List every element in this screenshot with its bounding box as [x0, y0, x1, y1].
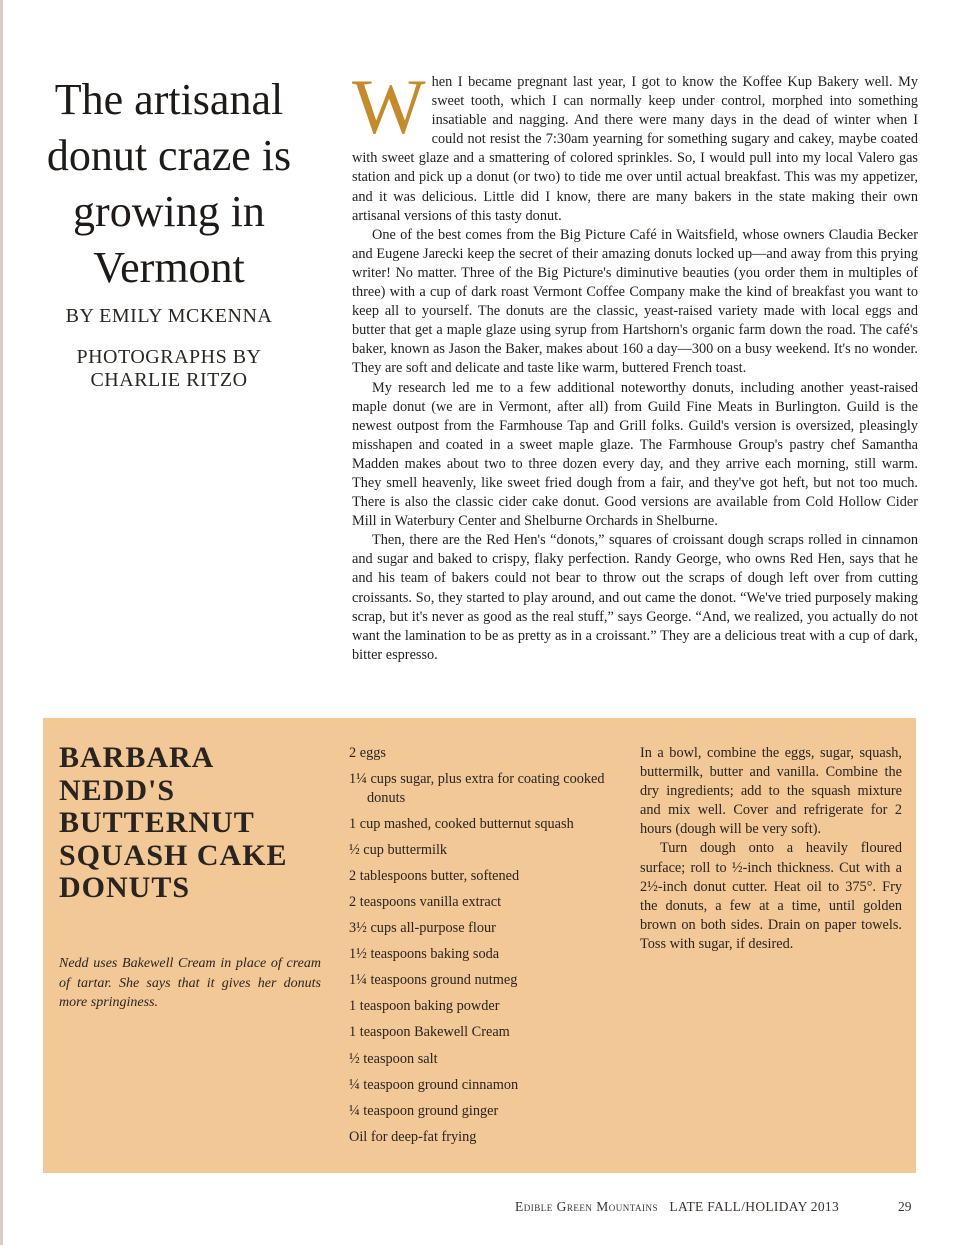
magazine-name: Edible Green Mountains: [515, 1199, 659, 1214]
byline: BY EMILY MCKENNA: [65, 305, 273, 327]
ingredient-item: 3½ cups all-purpose flour: [349, 920, 496, 937]
ingredient-item: 1½ teaspoons baking soda: [349, 946, 500, 963]
ingredient-item: 1 cup mashed, cooked butternut squash: [349, 815, 574, 832]
issue-label: LATE FALL/HOLIDAY 2013: [669, 1199, 839, 1214]
recipe-note: Nedd uses Bakewell Cream in place of cream of tartar. She says that it gives her donuts more springiness.: [59, 956, 321, 1010]
article-paragraph: Then, there are the Red Hen's “donots,” squares of croissant dough scraps rolled in cinnamon and sugar and baked to crispy, flaky perfection. Randy George, who owns Red Hen, says that he and his team of bakers could not bear to throw out the scraps of dough left over from cutting croissants. So, they started to play around, and out came the donot. “We've tried purposely making scrap, but it's never as good as the real stuff,” says George. “And, we realized, you actually do not want the lamination to be as pretty as in a croissant.” They are a delicious treat with a cup of dark, bitter espresso.: [352, 532, 918, 663]
article-paragraph: One of the best comes from the Big Picture Café in Waitsfield, whose owners Claudia Becker and Eugene Jarecki keep the secret of their amazing donuts locked up—and away from this prying writer! No matter. Three of the Big Picture's diminutive beauties (you order them in multiples of three) with a cup of dark roast Vermont Coffee Company make the kind of breakfast you want to keep all to yourself. The donuts are the classic, yeast-raised variety made with local eggs and butter that get a maple glaze using syrup from Hartshorn's organic farm down the road. The café's baker, known as Jason the Baker, makes about 160 a day—300 on a busy weekend. It's no wonder. They are soft and delicate and taste like warm, buttered French toast.: [352, 226, 918, 377]
method-step: In a bowl, combine the eggs, sugar, squash, buttermilk, butter and vanilla. Combine the dry ingredients; add to the squash mixture and mix well. Cover and refrigerate for 2 hours (dough will be very soft).: [640, 745, 902, 838]
article-paragraph-text: hen I became pregnant last year, I got to know the Koffee Kup Bakery well. My sweet tooth, which I can normally keep under control, morphed into something insatiable and nagging. And there were many days in the dead of winter when I could not resist the 7:30am yearning for something sugary and cakey, maybe coated with sweet glaze and a smattering of colored sprinkles. So, I would pull into my local Valero gas station and pick up a donut (or two) to tide me over until actual breakfast. This was my appetizer, and it was delicious. Little did I know, there are many bakers in the state making their own artisanal versions of this tasty donut.: [352, 74, 918, 224]
drop-cap: W: [352, 63, 426, 150]
ingredient-item: 1¼ cups sugar, plus extra for coating cooked donuts: [349, 771, 605, 806]
ingredient-item: 1¼ teaspoons ground nutmeg: [349, 972, 518, 989]
ingredient-item: 1 teaspoon baking powder: [349, 998, 500, 1015]
ingredient-item: Oil for deep-fat frying: [349, 1128, 477, 1145]
photo-credit-name: CHARLIE RITZO: [90, 369, 248, 391]
photo-credit: [40, 346, 298, 392]
page-number: 29: [898, 1199, 912, 1214]
ingredient-item: ¼ teaspoon ground cinnamon: [349, 1076, 519, 1093]
ingredient-item: 2 tablespoons butter, softened: [349, 867, 520, 884]
article-body: [352, 63, 918, 665]
method-step: Turn dough onto a heavily floured surface; roll to ½-inch thickness. Cut with a 2½-inch donut cutter. Heat oil to 375°. Fry the donuts, a few at a time, until golden brown on both sides. Drain on paper towels. Toss with sugar, if desired.: [640, 840, 902, 952]
article-paragraph: My research led me to a few additional noteworthy donuts, including another yeast-raised maple donut (we are in Vermont, after all) from Guild Fine Meats in Burlington. Guild is the newest outpost from the Farmhouse Tap and Grill folks. Guild's version is oversized, pleasingly misshapen and coated in a sweet maple glaze. The Farmhouse Group's pastry chef Samantha Madden makes about two to three dozen every day, and they arrive each morning, still warm. They smell heavenly, like sweet fried dough from a fair, and they've got heft, but not too much. There is also the classic cider cake donut. Good versions are available from Cold Hollow Cider Mill in Waterbury Center and Shelburne Orchards in Shelburne.: [352, 379, 918, 530]
article-headline: The artisanal donut craze is growing in Vermont: [46, 75, 292, 292]
recipe-box: [43, 718, 916, 1173]
ingredient-item: 1 teaspoon Bakewell Cream: [349, 1024, 510, 1041]
article-paragraph: [352, 63, 918, 226]
ingredient-list: [349, 744, 611, 1154]
photo-credit-label: PHOTOGRAPHS BY: [76, 346, 262, 368]
page-edge: [0, 0, 3, 1245]
recipe-title: BARBARA NEDD'S BUTTERNUT SQUASH CAKE DONUTS: [59, 741, 288, 904]
ingredient-item: ½ cup buttermilk: [349, 841, 448, 858]
recipe-method: [640, 744, 902, 954]
ingredient-item: ½ teaspoon salt: [349, 1050, 438, 1067]
page-footer: [515, 1199, 915, 1215]
ingredient-item: ¼ teaspoon ground ginger: [349, 1102, 499, 1119]
ingredient-item: 2 teaspoons vanilla extract: [349, 893, 502, 910]
ingredient-item: 2 eggs: [349, 745, 386, 761]
